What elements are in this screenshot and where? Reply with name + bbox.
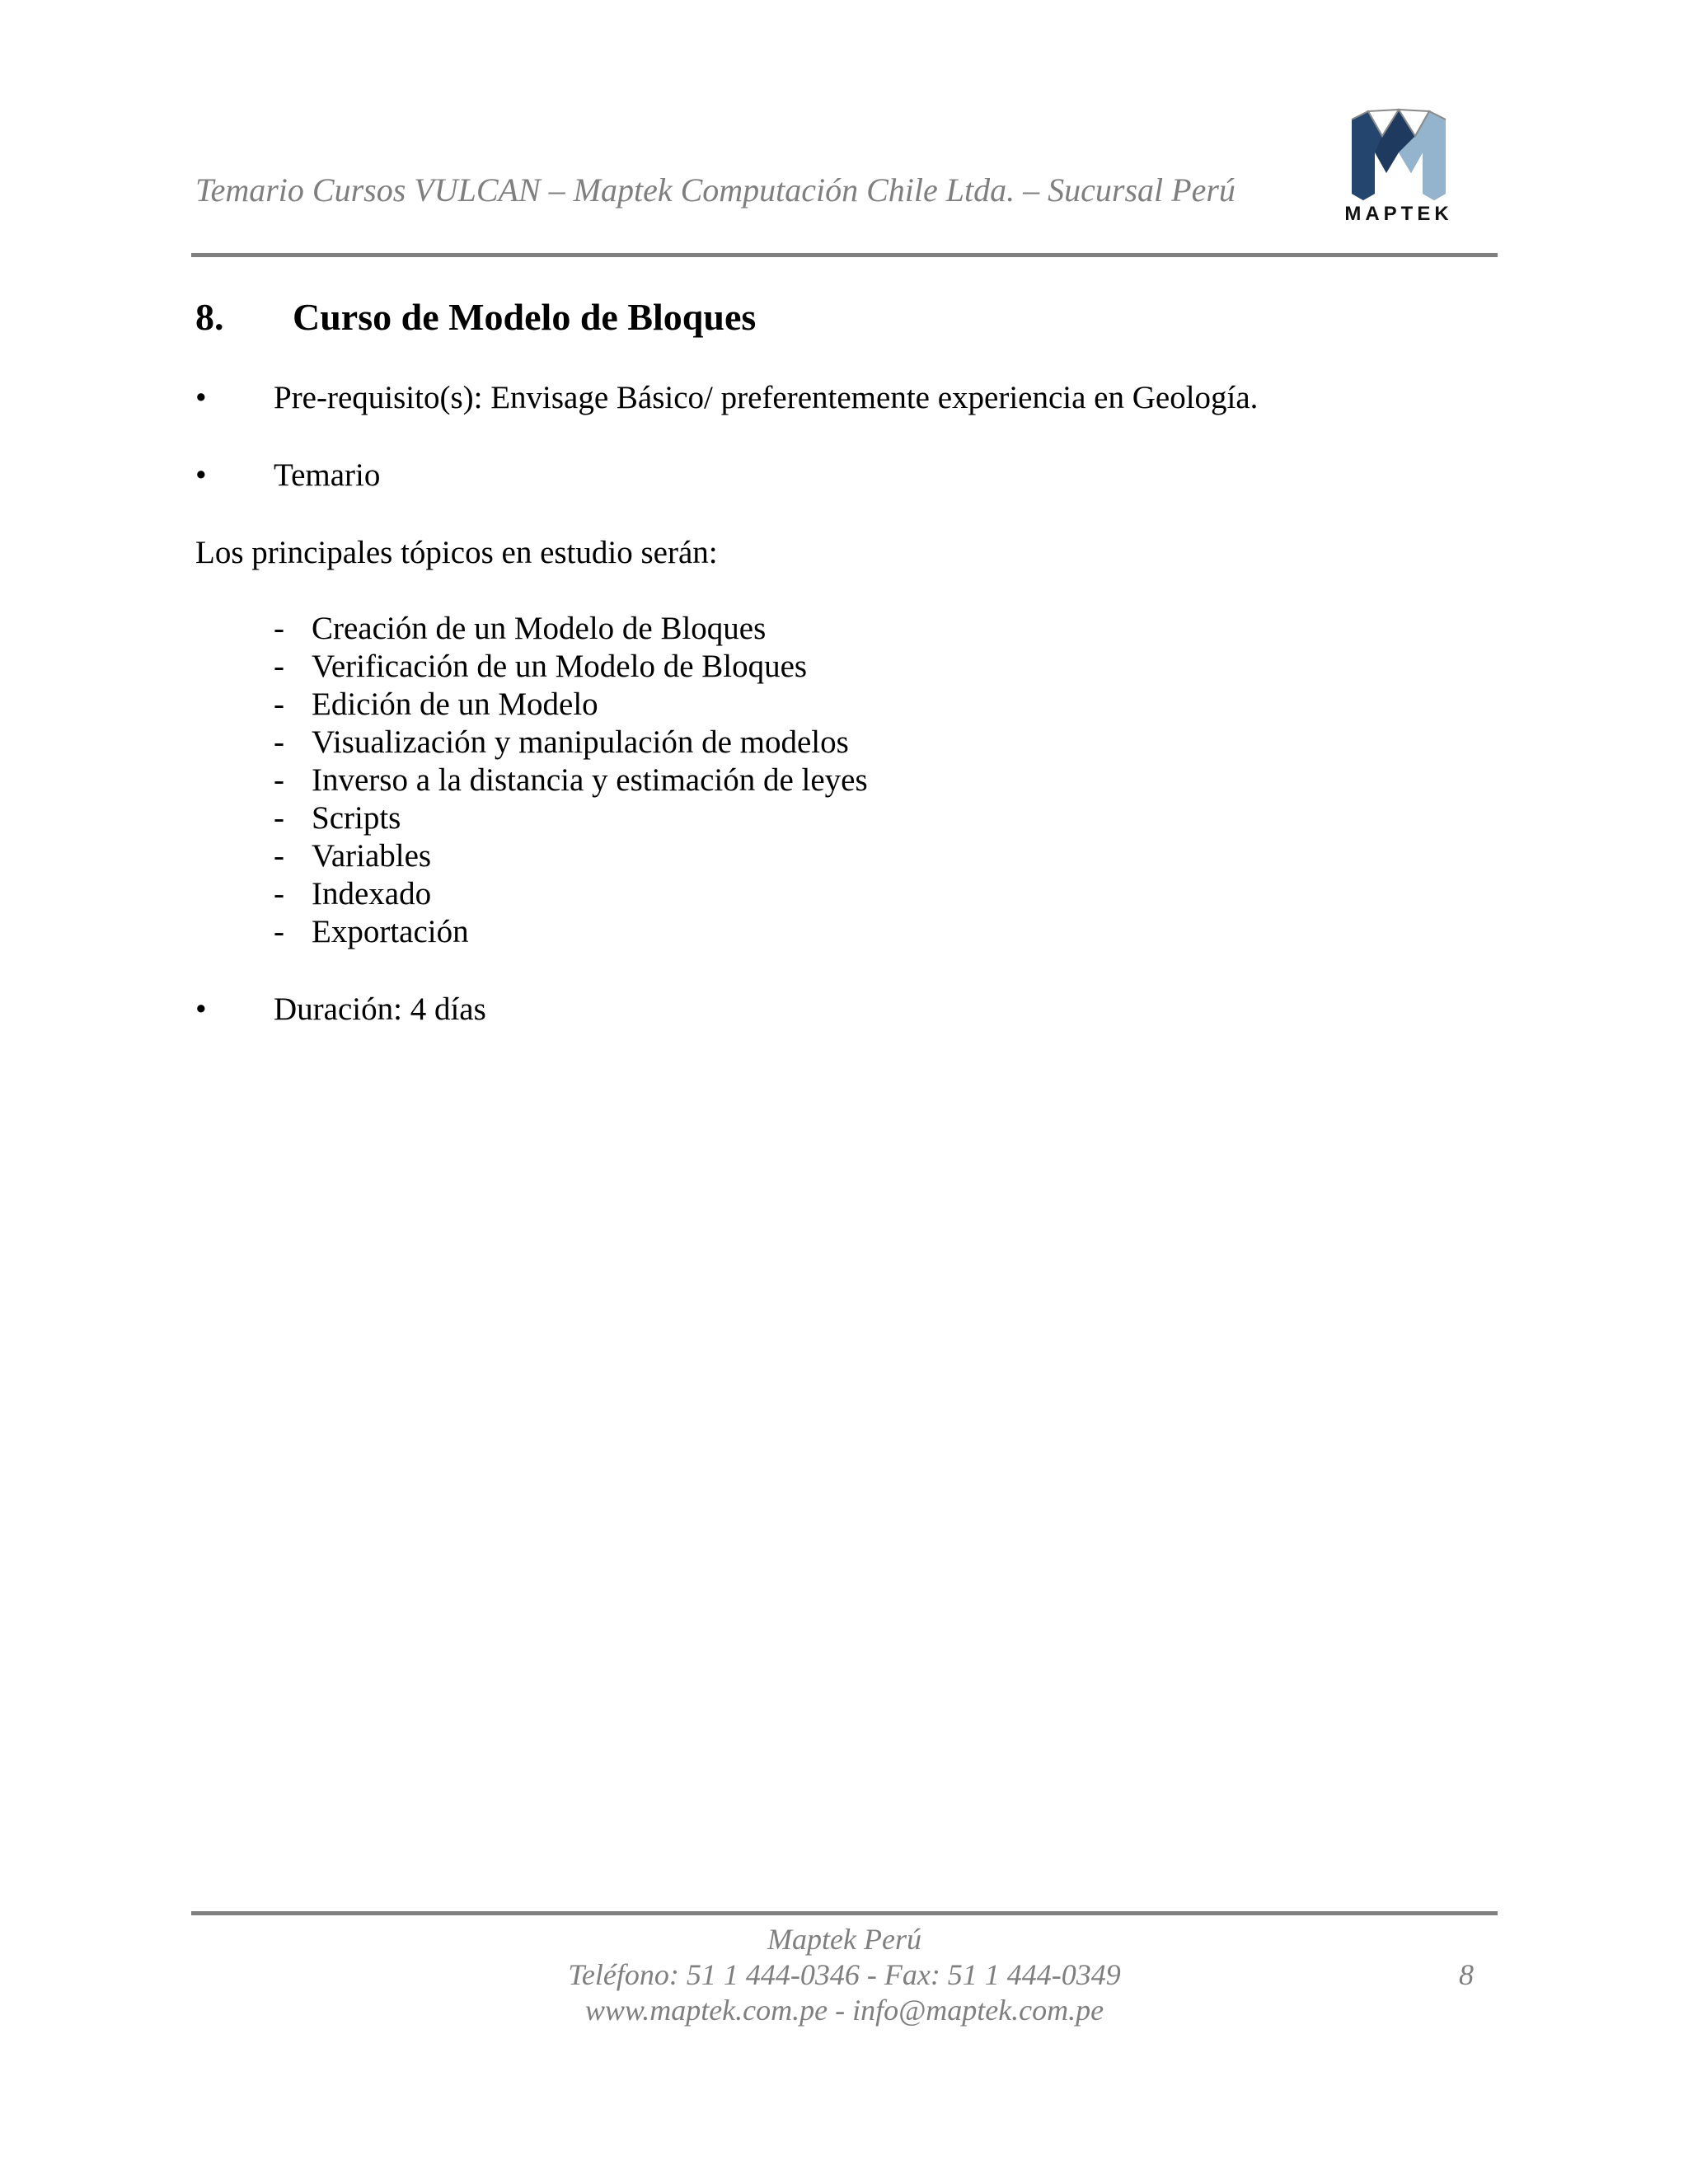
section-number: 8. xyxy=(195,296,224,338)
bullet-icon: • xyxy=(195,457,207,493)
list-item: - Exportación xyxy=(274,914,469,949)
list-item: - Variables xyxy=(274,838,432,874)
prerequisite-item xyxy=(195,379,1258,416)
header-title: Temario Cursos VULCAN – Maptek Computación Chile Ltda. – Sucursal Perú xyxy=(195,171,1236,209)
list-item: - Creación de un Modelo de Bloques xyxy=(274,611,767,646)
footer-web: www.maptek.com.pe - info@maptek.com.pe xyxy=(584,1994,1104,2027)
list-item: - Indexado xyxy=(274,876,432,912)
duration-text: Duración: 4 días xyxy=(274,991,486,1027)
bullet-icon: • xyxy=(195,991,207,1027)
list-item: - Inverso a la distancia y estimación de leyes xyxy=(274,762,868,798)
temario-label: Temario xyxy=(274,457,381,493)
list-item: - Visualización y manipulación de modelos xyxy=(274,724,849,760)
page-number: 8 xyxy=(1459,1958,1474,1991)
section-heading xyxy=(195,295,756,339)
footer-divider xyxy=(191,1911,1498,1915)
topic-list xyxy=(274,610,868,951)
temario-item xyxy=(195,457,380,494)
list-item: - Verificación de un Modelo de Bloques xyxy=(274,649,808,684)
logo-wordmark: MAPTEK xyxy=(1344,203,1453,225)
footer-company: Maptek Perú xyxy=(767,1923,921,1956)
list-item: - Edición de un Modelo xyxy=(274,687,598,722)
topics-intro: Los principales tópicos en estudio serán: xyxy=(195,535,718,570)
section-title: Curso de Modelo de Bloques xyxy=(293,296,757,338)
footer-contact: Teléfono: 51 1 444-0346 - Fax: 51 1 444-0349 xyxy=(568,1958,1121,1991)
header-divider xyxy=(191,253,1498,257)
prerequisite-text: Pre-requisito(s): Envisage Básico/ preferentemente experiencia en Geología. xyxy=(274,380,1259,415)
duration-item xyxy=(195,991,486,1028)
bullet-icon: • xyxy=(195,380,207,415)
list-item: - Scripts xyxy=(274,800,401,836)
